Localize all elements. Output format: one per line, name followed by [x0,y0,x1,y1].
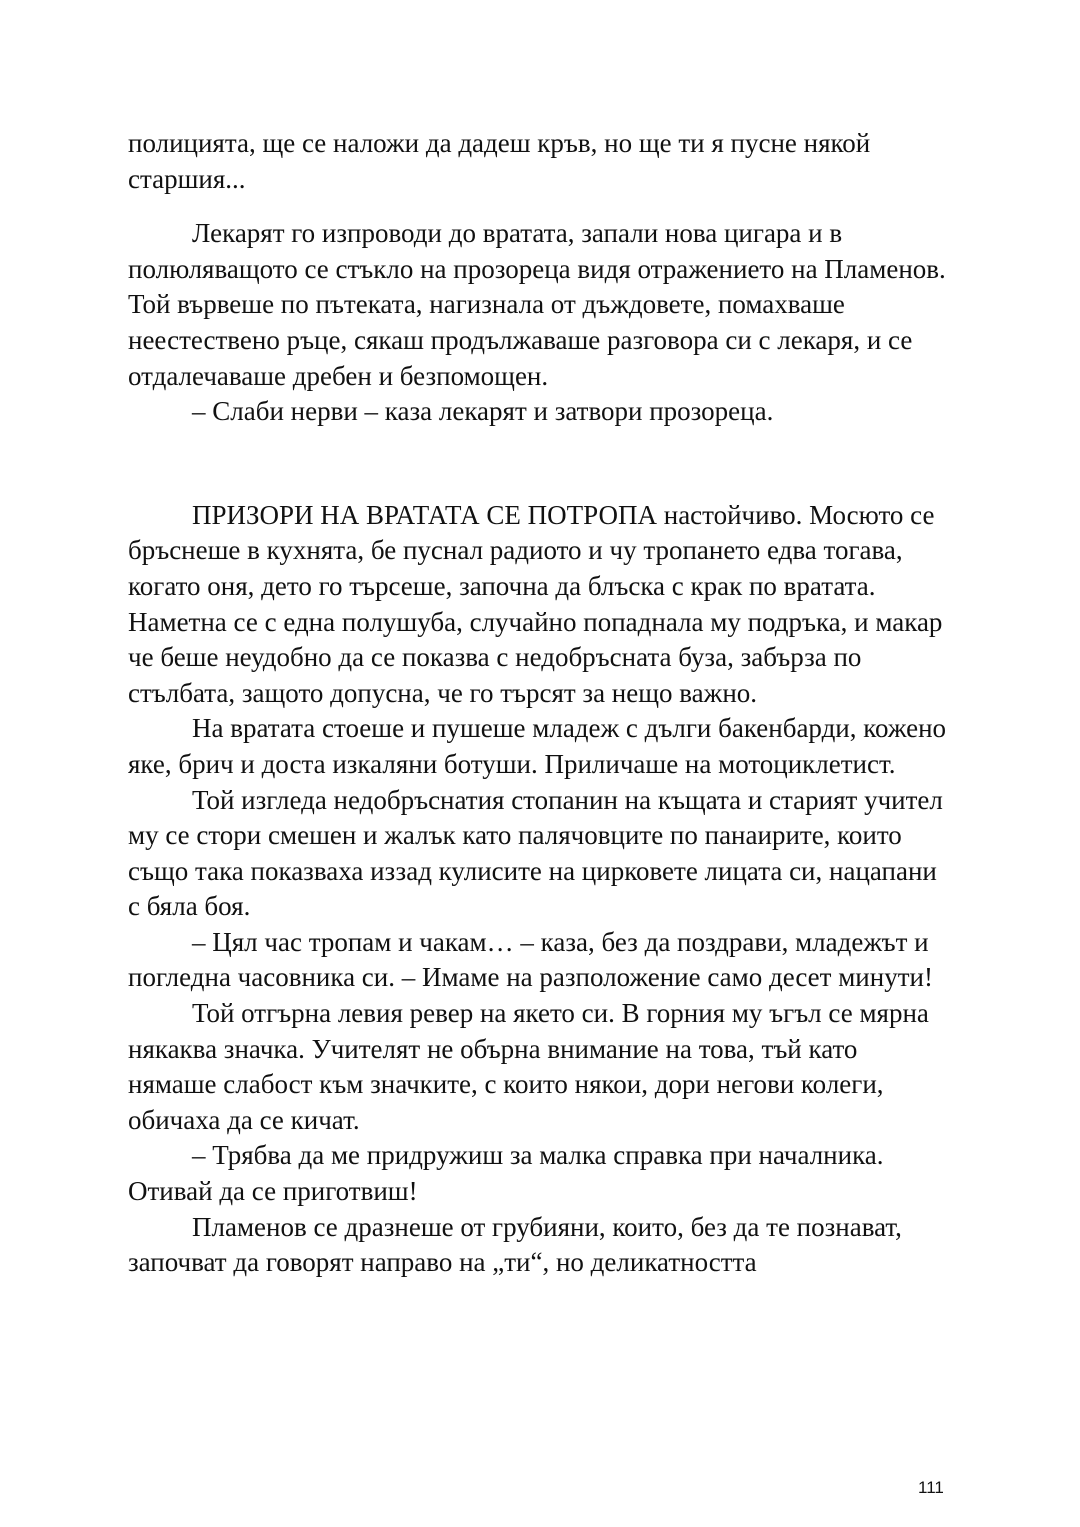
paragraph-weak-nerves: – Слаби нерви – каза лекарят и затвори прозореца. [192,396,774,427]
paragraph-young-man: На вратата стоеше и пушеше младеж с дълги бакенбарди, кожено яке, брич и доста изкаляни ботуши. Приличаше на мотоциклетист. [128,713,947,779]
paragraph-badge: Той отгърна левия ревер на якето си. В горния му ъгъл се мярна някаква значка. Учителят не обърна внимание на това, тъй като нямаше слабост към значките, с които някои, дори негови колеги, обичаха да се кичат. [128,998,929,1135]
page-number: 111 [918,1478,944,1497]
page-body [128,126,952,1281]
paragraph-section-start: ПРИЗОРИ НА ВРАТАТА СЕ ПОТРОПА настойчиво. Мосюто се бръснеше в кухнята, бе пуснал радиото и чу тропането едва тогава, когато оня, дето го търсеше, започна да блъска с крак по вратата. Наметна се с една полушуба, случайно попаднала му подръка, и макар че беше неудобно да се показва с недобръсната буза, забърза по стълбата, защото допусна, че го търсят за нещо важно. [128,499,943,708]
paragraph-plamenov: Пламенов се дразнеше от грубияни, които, без да те познават, започват да говорят направо на „ти“, но деликатността [128,1211,902,1278]
paragraph-dialogue-chief: – Трябва да ме придружиш за малка справка при началника. Отивай да се приготвиш! [128,1140,884,1207]
paragraph-continuation: полицията, ще се наложи да дадеш кръв, но ще ти я пусне някой старшия... [128,128,871,194]
paragraph-doctor-window: Лекарят го изпроводи до вратата, запали нова цигара и в полюляващото се стъкло на прозореца видя отражението на Пламенов. Той вървеше по пътеката, нагизнала от дъждовете, помахваше неестествено ръце, сякаш продължаваше разговора си с лекаря, и се отдалечаваше дребен и безпомощен. [128,218,946,391]
paragraph-dialogue-waiting: – Цял час тропам и чакам… – каза, без да поздрави, младежът и погледна часовника си. – Имаме на разположение само десет минути! [128,926,933,993]
paragraph-old-teacher: Той изгледа недобръснатия стопанин на къщата и старият учител му се стори смешен и жалък като палячовците по панаирите, които също така показваха иззад кулисите на цирковете лицата си, нацапани с бяла боя. [128,784,943,922]
